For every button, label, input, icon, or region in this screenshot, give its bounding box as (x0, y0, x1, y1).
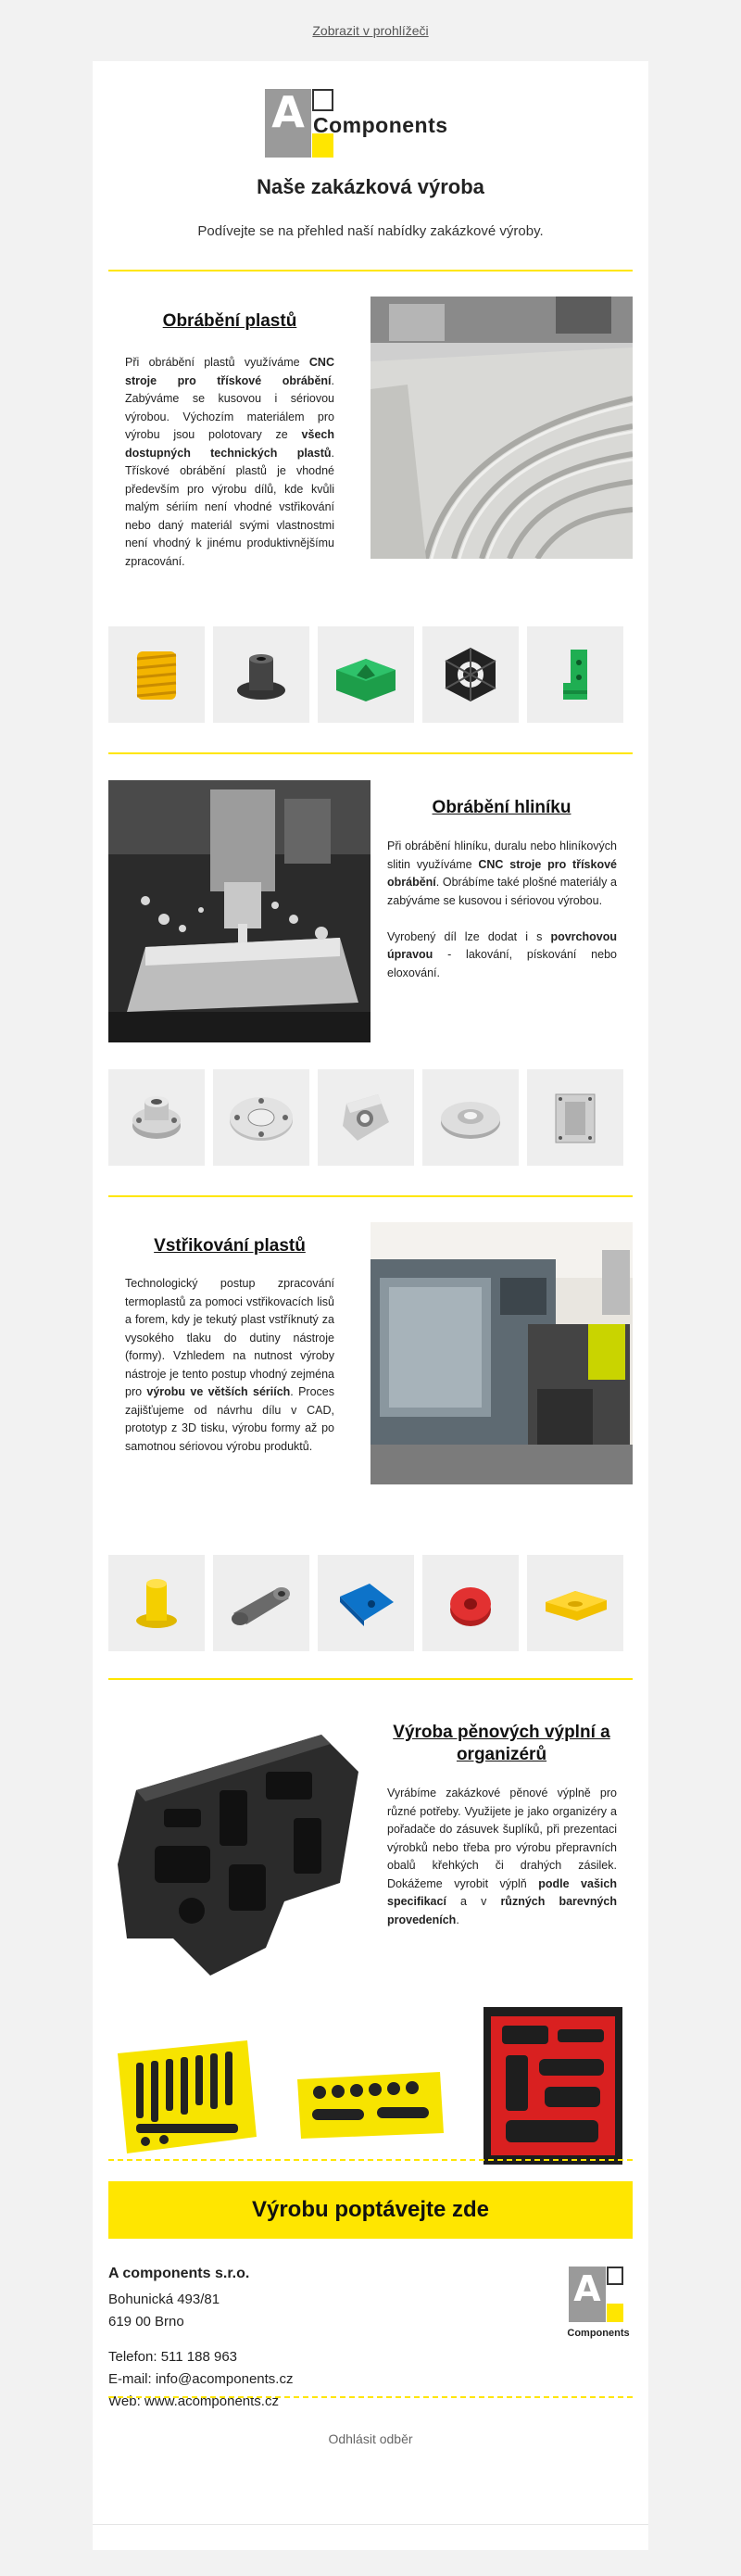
photo-foam-insert (108, 1716, 370, 1978)
footer-logo-word: Components (567, 2328, 630, 2339)
divider (108, 752, 633, 754)
photo-cnc-aluminium (108, 780, 370, 1042)
divider (108, 270, 633, 271)
company-logo[interactable] (265, 89, 487, 158)
section-title-plastics: Obrábění plastů (162, 311, 297, 331)
thumb-blue-part (318, 1555, 414, 1651)
dashed-divider (108, 2396, 633, 2398)
footer-email[interactable]: E-mail: info@acomponents.cz (108, 2371, 294, 2387)
logo-letter: A (271, 87, 305, 137)
thumb-alu-block (318, 1069, 414, 1166)
section-text-aluminium: Při obrábění hliníku, duralu nebo hliníkových slitin využíváme CNC stroje pro třískové obrábění. Obrábíme také plošné materiály a zabýváme se kusovou i sériovou výrobou. Vyrobený díl lze dodat i s povrchovou úpravou - lakování, pískování nebo eloxování. (387, 840, 617, 979)
page-subtitle: Podívejte se na přehled naší nabídky zakázkové výroby. (197, 223, 544, 239)
footer-company-name: A components s.r.o. (108, 2266, 250, 2281)
photo-injection-machine (370, 1222, 633, 1484)
foam-image-yellow-tray (292, 2063, 449, 2146)
newsletter-card (93, 61, 648, 2550)
browser-view-bar (0, 0, 741, 61)
thumb-yellow-cover (527, 1555, 623, 1651)
footer-logo: A Components (565, 2267, 632, 2348)
section-title-foam: Výroba pěnových výplní a organizérů (393, 1723, 610, 1764)
foam-image-red-case (474, 2007, 633, 2165)
unsubscribe-link[interactable]: Odhlásit odběr (328, 2431, 413, 2446)
thumb-alu-ring (213, 1069, 309, 1166)
divider (108, 1195, 633, 1197)
page-title: Naše zakázková výroba (257, 175, 484, 198)
thumb-alu-flange (108, 1069, 205, 1166)
footer-web[interactable]: Web: www.acomponents.cz (108, 2393, 279, 2409)
footer-phone[interactable]: Telefon: 511 188 963 (108, 2349, 238, 2365)
section-title-aluminium: Obrábění hliníku (432, 798, 571, 817)
section-text-plastics: Při obrábění plastů využíváme CNC stroje pro třískové obrábění. Zabýváme se kusovou i sériovou výrobou. Výchozím materiálem pro výrobu jsou polotovary ze všech dostupných technických plastů. Třískové obrábění plastů je vhodné především pro výrobu dílů, kde kvůli malým sériím není vhodné vstřikování nebo daný materiál svými vlastnostmi není vhodný k jinému produktivnějšímu zpracování. (125, 356, 334, 568)
footer-city: 619 00 Brno (108, 2314, 184, 2330)
thumb-yellow-screw (108, 626, 205, 723)
thumb-black-cube (422, 626, 519, 723)
thumb-green-bracket (527, 626, 623, 723)
section-title-injection: Vstřikování plastů (154, 1236, 306, 1256)
thumb-alu-plate (527, 1069, 623, 1166)
logo-word: Components (313, 113, 448, 137)
thumb-yellow-part (108, 1555, 205, 1651)
thumb-grey-roller (213, 1555, 309, 1651)
foam-image-yellow-tools (108, 2035, 266, 2165)
dashed-divider (108, 2159, 633, 2161)
footer-street: Bohunická 493/81 (108, 2292, 220, 2307)
section-text-foam: Vyrábíme zakázkové pěnové výplně pro různé potřeby. Využijete je jako organizéry a pořadače do zásuvek šuplíků, při prezentaci výrobků nebo třeba pro výrobu přepravních obalů křehkých či drahých zásilek. Dokážeme vyrobit výplň podle vašich specifikací a v různých barevných provedeních. (387, 1787, 617, 1926)
divider (108, 1678, 633, 1680)
thumb-alu-disc (422, 1069, 519, 1166)
section-text-injection: Technologický postup zpracování termoplastů za pomoci vstřikovacích lisů a forem, kdy je tekutý plast vstříknutý za vysokého tlaku do dutiny nástroje (formy). Vzhledem na nutnost výroby nástroje je tento postup vhodný zejména pro výrobu ve větších sériích. Proces zajišťujeme od návrhu dílu v CAD, prototyp z 3D tisku, výrobu formy až po samotnou sériovou výrobu produktů. (125, 1277, 334, 1453)
footer-contact (108, 2263, 633, 2413)
footer-bottom-line (93, 2524, 648, 2525)
thumb-black-bushing (213, 626, 309, 723)
inquiry-cta-button[interactable]: Výrobu poptávejte zde (108, 2181, 633, 2239)
photo-plastic-machining (370, 297, 633, 559)
view-in-browser-link[interactable]: Zobrazit v prohlížeči (312, 23, 429, 38)
thumb-red-wheel (422, 1555, 519, 1651)
thumb-green-block (318, 626, 414, 723)
